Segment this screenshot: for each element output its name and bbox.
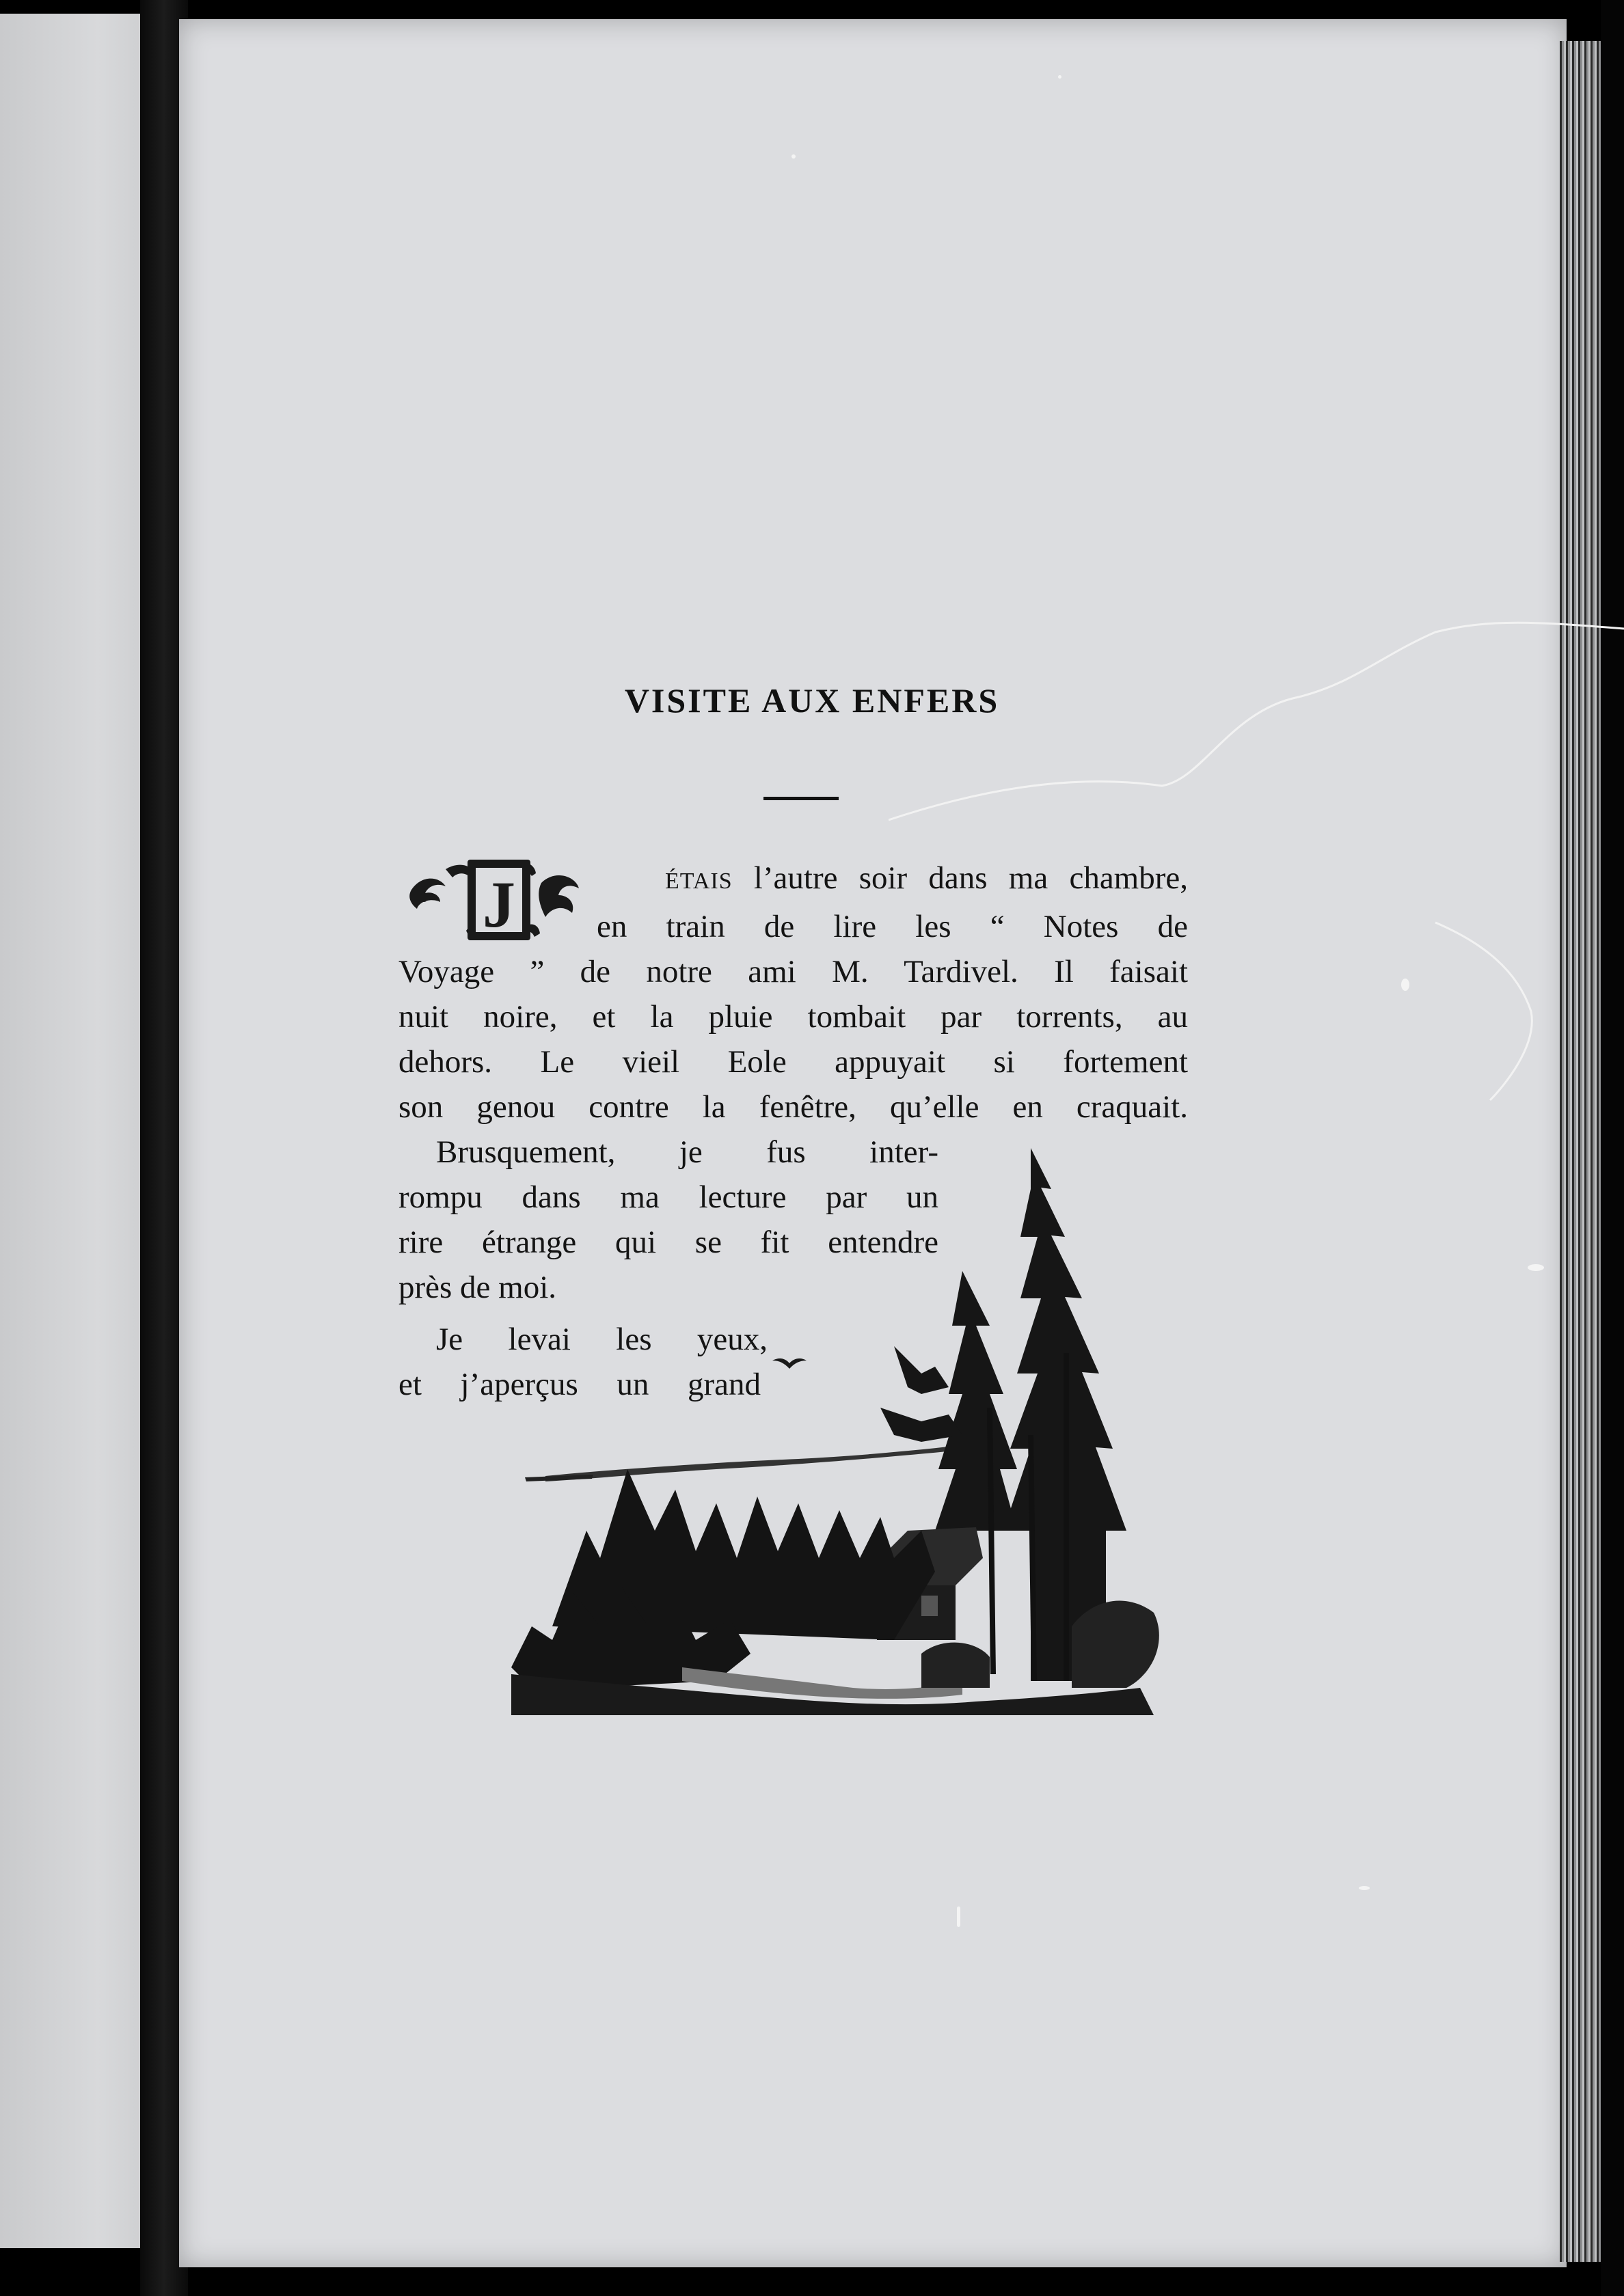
text-line: rire étrange qui se fit entendre xyxy=(398,1225,938,1260)
dust-speck xyxy=(1359,1886,1370,1890)
text-line xyxy=(398,856,1188,904)
text-line: Je levai les yeux, xyxy=(436,1322,768,1357)
smallcaps-word: ÉTAIS xyxy=(665,869,733,894)
scan-border xyxy=(1601,0,1624,2296)
text-line: nuit noire, et la pluie tombait par torrents, au xyxy=(398,999,1188,1035)
dust-speck xyxy=(791,154,796,159)
text-line: près de moi. xyxy=(398,1270,557,1305)
text-line: son genou contre la fenêtre, qu’elle en craquait. xyxy=(398,1089,1188,1125)
line-text: l’autre soir dans ma chambre, xyxy=(753,860,1188,896)
dust-speck xyxy=(957,1906,960,1927)
title-rule xyxy=(763,797,839,800)
scratch-line xyxy=(1435,922,1532,1100)
forest-cabin-illustration xyxy=(511,1148,1195,1715)
text-line: dehors. Le vieil Eole appuyait si fortement xyxy=(398,1044,1188,1080)
dust-speck xyxy=(1058,75,1061,79)
dust-speck xyxy=(1528,1264,1544,1271)
page-stack-edge xyxy=(1560,41,1601,2262)
scratch-line xyxy=(889,623,1624,820)
dropcap-letter: J xyxy=(483,868,515,941)
text-line: Brusquement, je fus inter- xyxy=(436,1134,938,1170)
text-line: en train de lire les “ Notes de xyxy=(597,909,1188,944)
left-page-edge xyxy=(0,14,140,2248)
chapter-title: VISITE AUX ENFERS xyxy=(624,681,1000,720)
text-line: rompu dans ma lecture par un xyxy=(398,1179,938,1215)
bird-icon xyxy=(772,1356,807,1370)
text-line: Voyage ” de notre ami M. Tardivel. Il faisait xyxy=(398,954,1188,989)
text-line: et j’aperçus un grand xyxy=(398,1367,761,1402)
